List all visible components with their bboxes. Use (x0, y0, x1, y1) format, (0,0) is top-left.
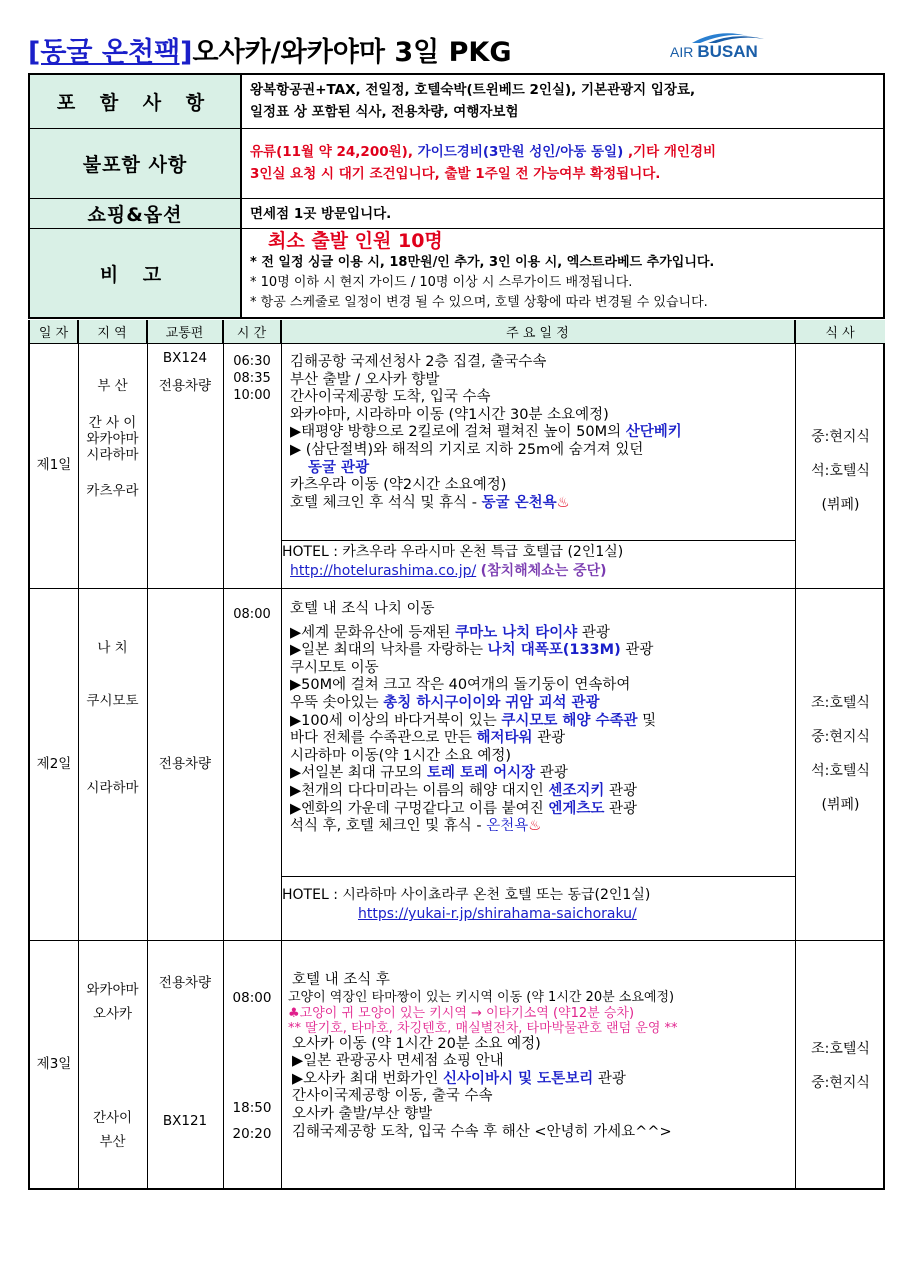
hot-springs-icon: ♨ (556, 494, 570, 511)
day3-time2: 18:50 (232, 1100, 272, 1116)
day1-region-shirahama: 시라하마 (86, 447, 139, 463)
header-plan: 주 요 일 정 (281, 320, 795, 344)
day2-region-kushimoto: 쿠시모토 (86, 693, 139, 709)
info-table (28, 73, 885, 319)
day2-time1: 08:00 (233, 607, 271, 622)
sandanbeki-highlight: 산단베키 (625, 424, 682, 441)
day3-region-kansai: 간사이 (92, 1110, 133, 1126)
day1-label: 제1일 (36, 457, 72, 473)
day2-meals: 조:호텔식 중:현지식 석:호텔식 (뷔페) (811, 695, 870, 813)
included-row (30, 75, 883, 129)
remarks-text: 최소 출발 인원 10명 * 전 일정 싱글 이용 시, 18만원/인 추가, 3인 이용 시, 엑스트라베드 추가입니다. * 10명 이하 시 현지 가이드 / 10명 이상 시 스루가이드 배정됩니다. * 항공 스케줄로 일정이 변경 될 수 있으며, 호텔 상황에 따라 변경될 수 있습니다. (250, 229, 879, 313)
day1-time1: 06:30 (233, 354, 271, 369)
day2-plan: 호텔 내 조식 나치 이동 ▶세계 문화유산에 등재된 쿠마노 나치 타이샤 관광 ▶일본 최대의 낙차를 자랑하는 나치 대폭포(133M) 관광 쿠시모토 이동 ▶50M에 걸쳐 크고 작은 40여개의 돌기둥이 연속하여 우뚝 솟아있는 총칭 하시구이이와 귀암 괴석 관광 ▶100세 이상의 바다거북이 있는 쿠시모토 해양 수족관 및 바다 전체를 수족관으로 만든 해저타워 관광 시라하마 이동(약 1시간 소요 예정) ▶서일본 최대 규모의 토레 토레 어시장 관광 ▶천개의 다다미라는 이름의 해양 대지인 센조지키 관광 ▶엔화의 가운데 구멍같다고 이름 붙여진 엔게츠도 관광 석식 후, 호텔 체크인 및 휴식 - 온천욕♨ (290, 601, 657, 835)
day1-time2: 08:35 (233, 371, 271, 386)
remarks-row (30, 229, 883, 317)
day1-region-katsuura: 카츠우라 (86, 483, 139, 499)
day1-hotel: HOTEL : 카츠우라 우라시마 온천 특급 호텔급 (2인1실) http://hotelurashima.co.jp/ (참치해체쇼는 중단) (282, 544, 624, 579)
day3-region-busan: 부산 (99, 1134, 126, 1150)
schedule-table (28, 320, 885, 1190)
day2-region-nachi: 나 치 (97, 640, 128, 656)
col-divider (147, 320, 148, 1188)
header-meal: 식 사 (795, 320, 885, 344)
header-time: 시 간 (223, 320, 281, 344)
day3-flight: BX121 (162, 1113, 208, 1129)
day2-region-shirahama: 시라하마 (86, 780, 139, 796)
shopping-text: 면세점 1곳 방문입니다. (250, 206, 392, 222)
day1-meals: 중:현지식 석:호텔식 (뷔페) (811, 429, 870, 513)
cave-tour-highlight: 동굴 관광 (308, 459, 370, 476)
excluded-label: 불포함 사항 (30, 129, 242, 198)
day3-meals: 조:호텔식 중:현지식 (811, 1041, 870, 1091)
row-divider (30, 588, 885, 589)
day2-hotel-divider (281, 876, 795, 877)
header-day: 일 자 (30, 320, 78, 344)
row-divider (30, 940, 885, 941)
day3-time3: 20:20 (232, 1126, 272, 1142)
day1-region-wakayama: 와카야마 (86, 431, 139, 447)
page-header (28, 30, 888, 72)
included-label: 포 함 사 항 (30, 75, 242, 128)
day1-time3: 10:00 (233, 388, 271, 403)
header-transport: 교통편 (147, 320, 223, 344)
excluded-text: 유류(11월 약 24,200원), 가이드경비(3만원 성인/아동 동일) ,기타 개인경비 3인실 요청 시 대기 조건입니다, 출발 1주일 전 가능여부 확정됩니다. (250, 144, 717, 182)
day2-vehicle: 전용차량 (158, 756, 212, 772)
day1-region-busan: 부 산 (97, 378, 128, 394)
title-accent: [동굴 온천팩] (28, 37, 193, 68)
day1-flight: BX124 (162, 350, 208, 366)
day3-time1: 08:00 (232, 990, 272, 1006)
header-region: 지 역 (78, 320, 147, 344)
day3-label: 제3일 (36, 1056, 72, 1072)
day1-hotel-link[interactable]: http://hotelurashima.co.jp/ (290, 563, 477, 579)
day3-plan: 호텔 내 조식 후 고양이 역장인 타마짱이 있는 키시역 이동 (약 1시간 20분 소요예정) ♣고양이 귀 모양이 있는 키시역 → 이타기소역 (약12분 승차) ** 딸기호, 타마호, 차깅텐호, 매실별전차, 타마박물관호 랜덤 운영 ** 오사카 이동 (약 1시간 20분 소요 예정) ▶일본 관광공사 면세점 쇼핑 안내 ▶오사카 최대 번화가인 신사이바시 및 도톤보리 관광 간사이국제공항 이동, 출국 수속 오사카 출발/부산 향발 김해국제공항 도착, 입국 수속 후 해산 <안녕히 가세요^^> (288, 972, 678, 1140)
day2-hotel: HOTEL : 시라하마 사이쵸라쿠 온천 호텔 또는 동급(2인1실) https://yukai-r.jp/shirahama-saichoraku/ (282, 887, 651, 922)
title-main-text: 오사카/와카야마 3일 PKG (192, 37, 512, 68)
day3-region-osaka: 오사카 (92, 1006, 133, 1022)
col-divider (223, 320, 224, 1188)
hot-springs-icon: ♨ (528, 818, 542, 835)
day1-vehicle: 전용차량 (158, 378, 212, 394)
day3-vehicle: 전용차량 (158, 975, 212, 991)
air-busan-logo (670, 30, 800, 70)
excluded-row (30, 129, 883, 199)
day1-region-kansai: 간 사 이 (88, 415, 137, 431)
page-title (28, 30, 511, 69)
shopping-row (30, 199, 883, 229)
remarks-title: 최소 출발 인원 10명 (268, 230, 443, 252)
day2-label: 제2일 (36, 756, 72, 772)
day3-region-wakayama: 와카야마 (86, 982, 139, 998)
logo-text: AIR BUSAN (670, 42, 758, 61)
remarks-label: 비 고 (30, 229, 242, 317)
included-text: 왕복항공권+TAX, 전일정, 호텔숙박(트윈베드 2인실), 기본관광지 입장료, 일정표 상 포함된 식사, 전용차량, 여행자보험 (250, 82, 696, 120)
day1-plan: 김해공항 국제선청사 2층 집결, 출국수속 부산 출발 / 오사카 향발 간사이국제공항 도착, 입국 수속 와카야마, 시라하마 이동 (약1시간 30분 소요예정) ▶태평양 방향으로 2킬로에 걸쳐 펼쳐진 높이 50M의 산단베키 ▶ (삼단절벽)와 해적의 기지로 지하 25m에 숨겨져 있던 동굴 관광 카츠우라 이동 (약2시간 소요예정) 호텔 체크인 후 석식 및 휴식 - 동굴 온천욕♨ (290, 354, 800, 512)
shopping-label: 쇼핑&옵션 (30, 199, 242, 228)
col-divider (281, 320, 282, 1188)
day1-hotel-divider (281, 540, 795, 541)
day2-hotel-link[interactable]: https://yukai-r.jp/shirahama-saichoraku/ (358, 906, 637, 922)
